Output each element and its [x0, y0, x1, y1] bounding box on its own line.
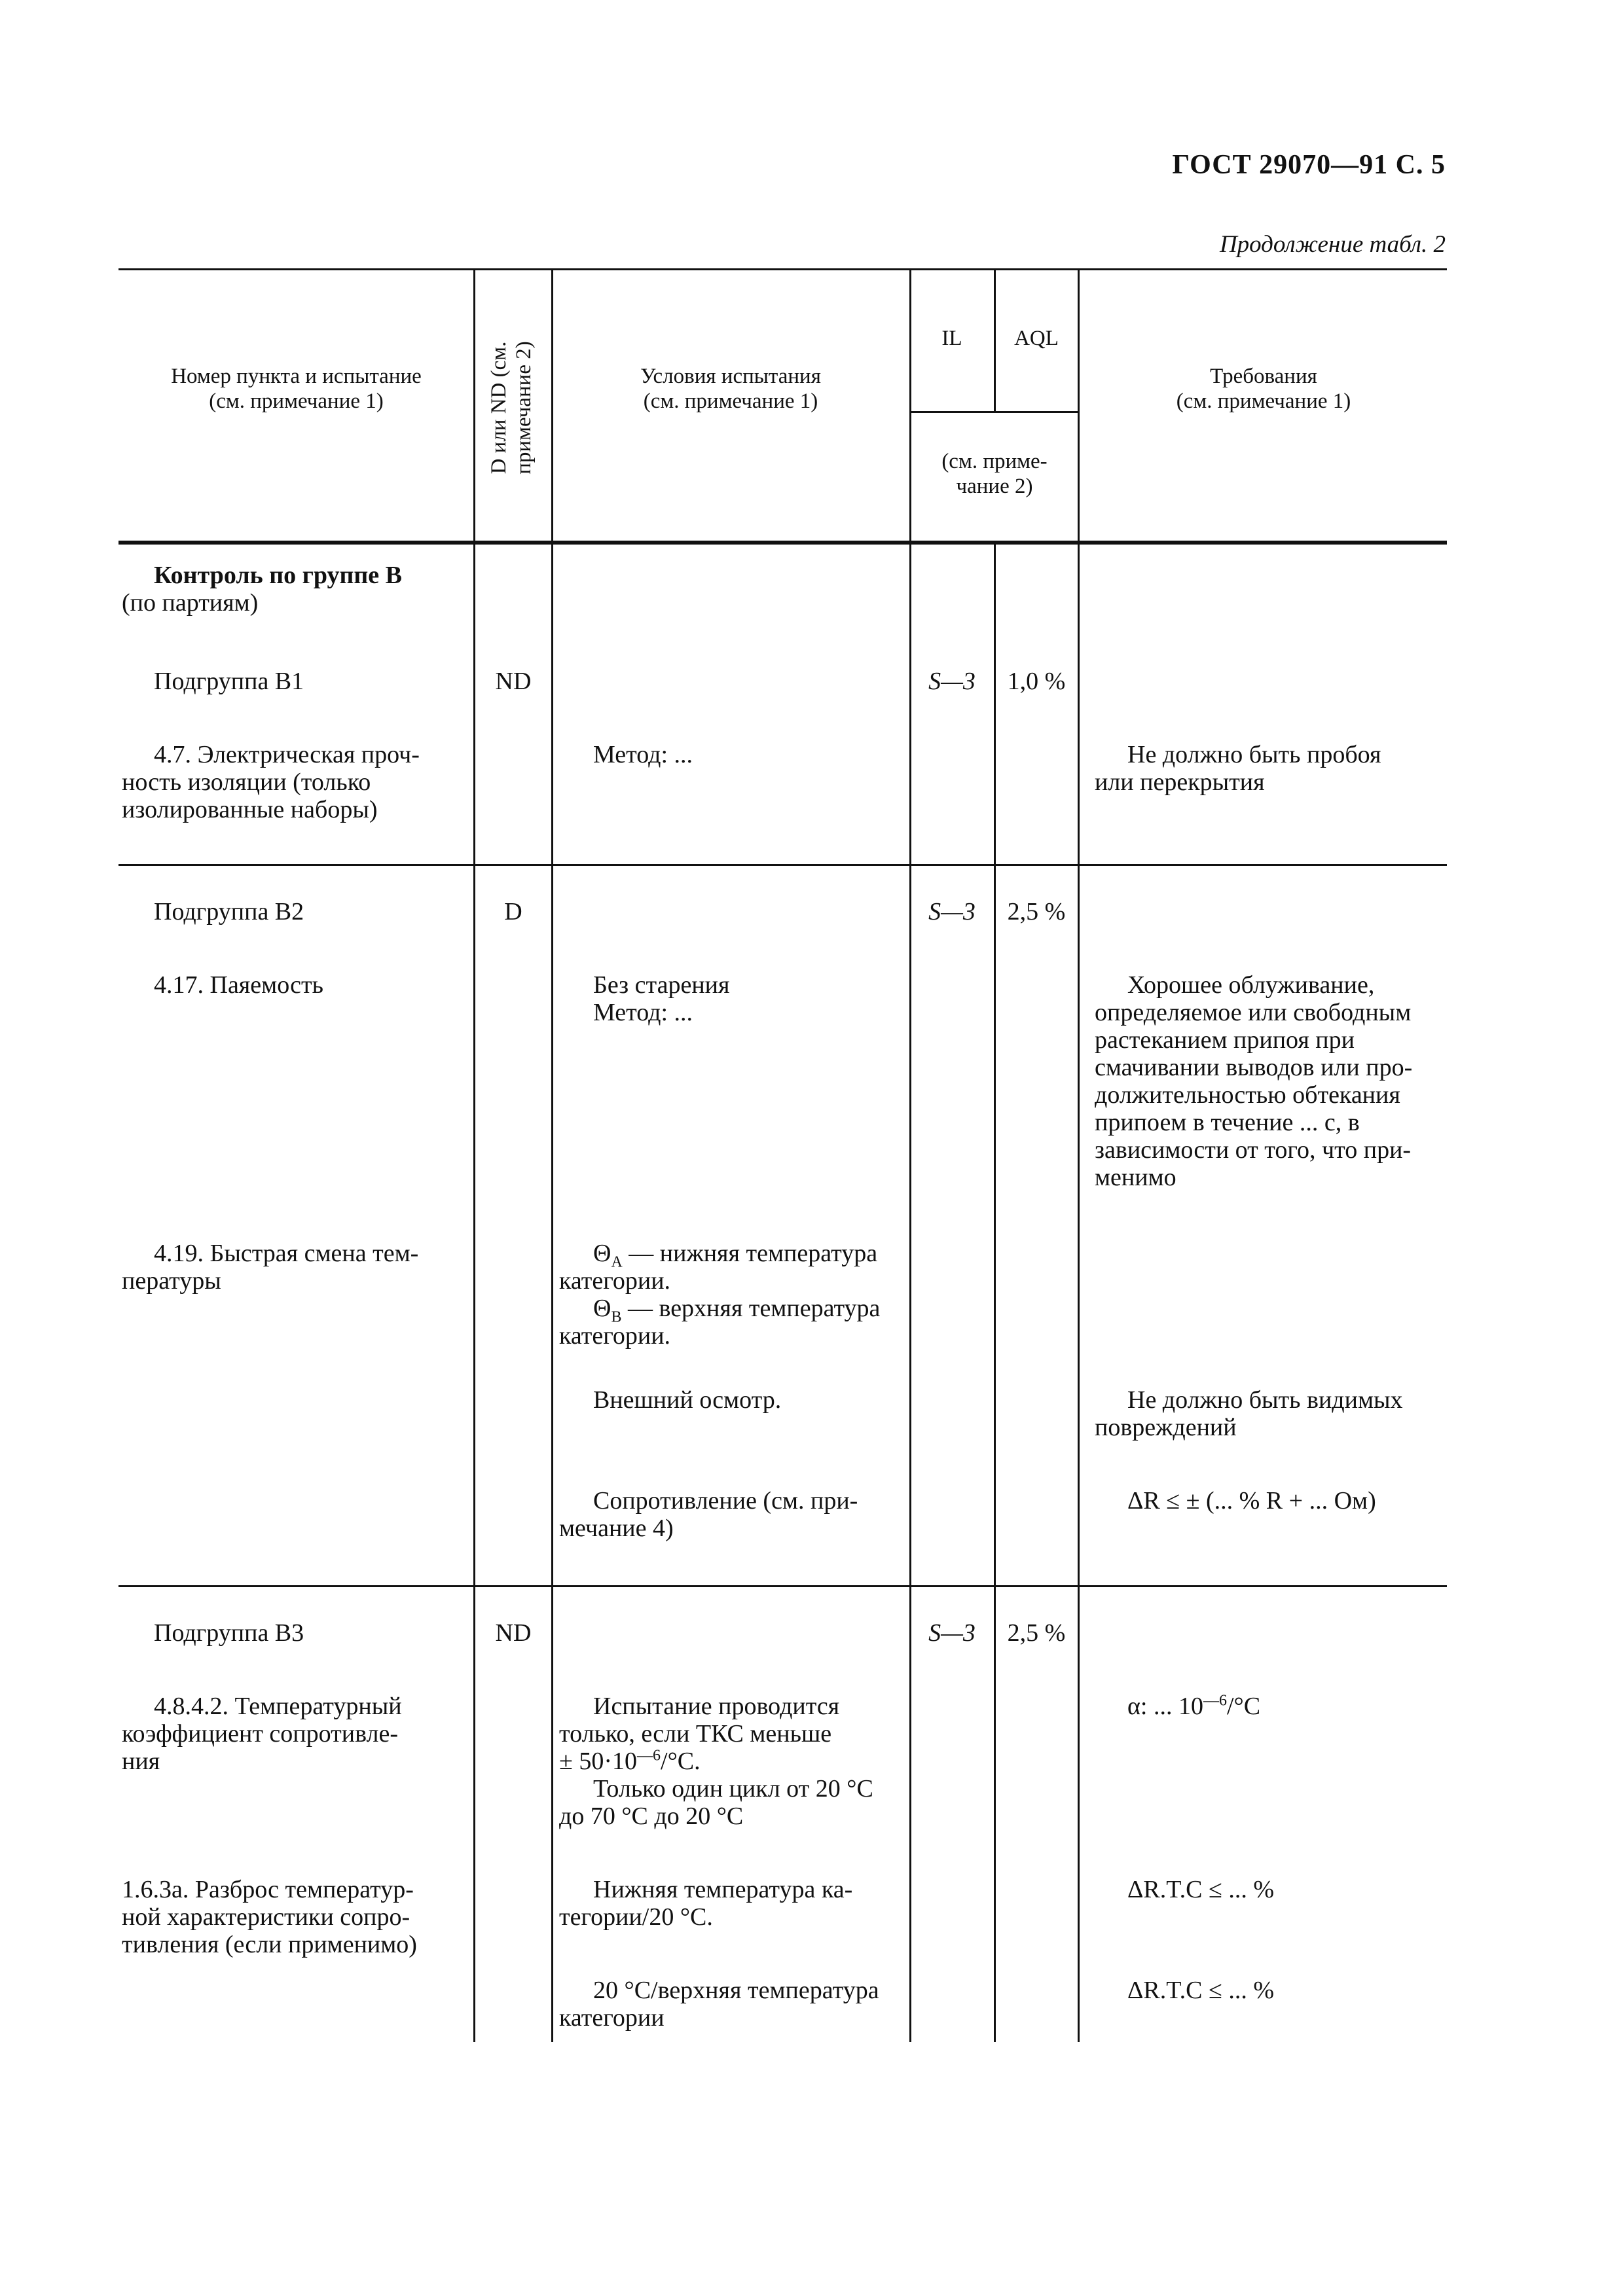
col-divider-2 — [551, 268, 553, 2042]
group-subtitle: (по партиям) — [122, 589, 259, 617]
b3-requirements-lower-temp: ΔR.T.C ≤ ... % — [1127, 1876, 1275, 1903]
b1-aql: 1,0 % — [1007, 668, 1066, 695]
b1-d-nd: ND — [495, 668, 532, 695]
table-top-border — [119, 268, 1447, 270]
group-title: Контроль по группе В — [154, 562, 403, 589]
b1-conditions: Метод: ... — [593, 741, 693, 768]
b1-test: 4.7. Электрическая проч- ность изоляции (только изолированные наборы) — [122, 741, 420, 823]
b3-aql: 2,5 % — [1007, 1619, 1066, 1647]
b2-requirements-resistance: ΔR ≤ ± (... % R + ... Ом) — [1127, 1487, 1376, 1515]
b2-conditions-theta-a: $\Theta_A$ — нижняя температура категории. — [559, 1240, 878, 1295]
b3-conditions-tcr: Испытание проводится только, если ТКС меньше ± $50\cdot 10^{—6}/^\circ С$. — [559, 1693, 840, 1775]
b2-requirements-solderability: Хорошее облуживание, определяемое или свободным растеканием припоя при смачивании выводов или про- должительностью обтекания припоем в течение ... с, в зависимости от того, что при- менимо — [1095, 971, 1413, 1191]
b2-conditions-resistance: Сопротивление (см. при- мечание 4) — [559, 1487, 858, 1542]
header-aql: AQL — [1014, 327, 1059, 350]
b3-conditions-upper-temp: 20 °С/верхняя температура категории — [559, 1977, 879, 2032]
header-conditions: Условия испытания (см. примечание 1) — [640, 365, 821, 413]
header-il: IL — [941, 327, 962, 350]
document-reference: ГОСТ 29070—91 С. 5 — [1172, 150, 1446, 180]
b3-name: Подгруппа В3 — [154, 1619, 304, 1647]
b2-separator — [119, 1585, 1447, 1587]
col-divider-5 — [1078, 268, 1080, 2042]
b3-test-rtc-spread: 1.6.3а. Разброс температур- ной характеристики сопро- тивления (если применимо) — [122, 1876, 417, 1958]
col-divider-1 — [473, 268, 475, 2042]
b2-il: S—3 — [928, 898, 976, 925]
b3-conditions-lower-temp: Нижняя температура ка- тегории/20 °С. — [559, 1876, 853, 1931]
header-bottom-border — [119, 541, 1447, 545]
b2-aql: 2,5 % — [1007, 898, 1066, 925]
b2-requirements-visual: Не должно быть видимых повреждений — [1095, 1386, 1403, 1441]
b3-il: S—3 — [928, 1619, 976, 1647]
b1-requirements: Не должно быть пробоя или перекрытия — [1095, 741, 1381, 796]
b3-d-nd: ND — [495, 1619, 532, 1647]
b2-conditions-solderability: Без старения Метод: ... — [593, 971, 730, 1026]
header-d-nd: D или ND (см. примечание 2) — [487, 341, 536, 475]
b1-name: Подгруппа В1 — [154, 668, 304, 695]
b2-d-nd: D — [504, 898, 522, 925]
b2-conditions-theta-b: $\Theta_B$ — верхняя температура категории. — [559, 1295, 881, 1350]
b2-name: Подгруппа В2 — [154, 898, 304, 925]
b2-test-solderability: 4.17. Паяемость — [154, 971, 323, 999]
b1-il: S—3 — [928, 668, 976, 695]
b2-conditions-visual: Внешний осмотр. — [593, 1386, 782, 1414]
col-divider-4b — [994, 545, 996, 2042]
b3-test-tcr: 4.8.4.2. Температурный коэффициент сопротивле- ния — [122, 1693, 402, 1775]
header-item: Номер пункта и испытание (см. примечание 1) — [171, 365, 422, 413]
b3-conditions-cycle: Только один цикл от 20 °С до 70 °С до 20 °С — [559, 1775, 873, 1830]
b1-separator — [119, 864, 1447, 866]
b3-requirements-upper-temp: ΔR.T.C ≤ ... % — [1127, 1977, 1275, 2004]
il-aql-divider — [909, 411, 1080, 413]
table-caption: Продолжение табл. 2 — [1219, 231, 1446, 258]
header-il-aql-note: (см. приме- чание 2) — [941, 450, 1048, 498]
b3-requirements-tcr: α: ... $10^{—6}/^\circ С$ — [1127, 1692, 1261, 1720]
header-requirements: Требования (см. примечание 1) — [1176, 365, 1351, 413]
col-divider-3 — [909, 268, 911, 2042]
b2-test-temperature-change: 4.19. Быстрая смена тем- пературы — [122, 1240, 419, 1295]
